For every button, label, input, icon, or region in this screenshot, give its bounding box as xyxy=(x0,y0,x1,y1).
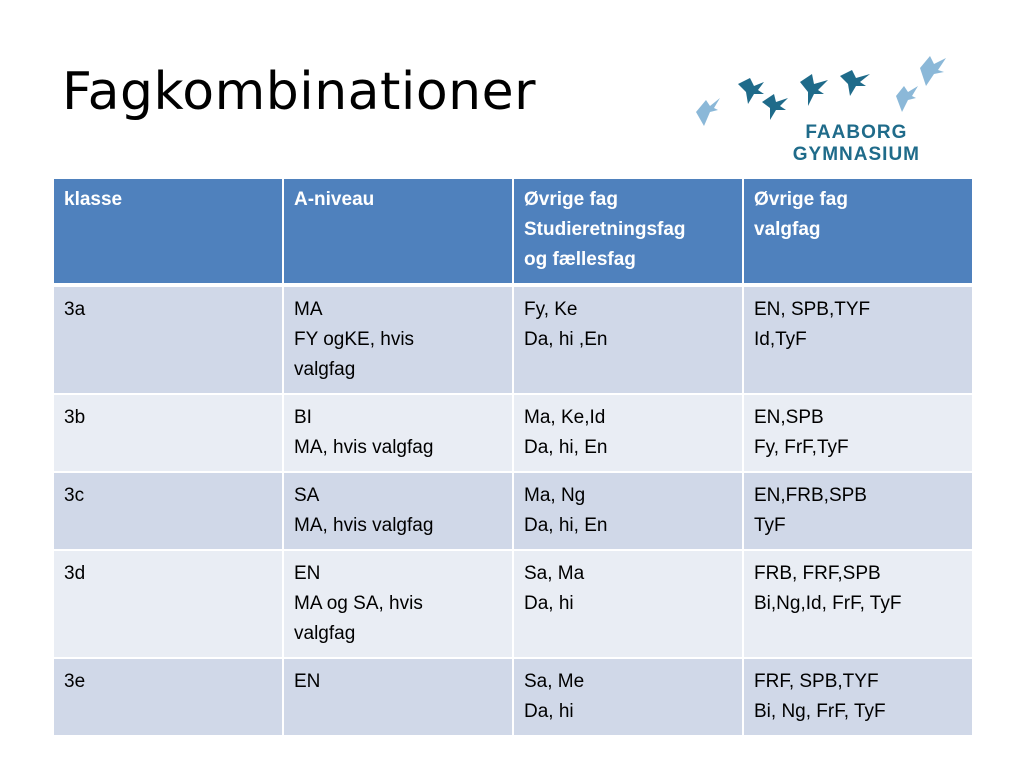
subject-combination-table xyxy=(52,179,974,737)
table-cell: FRF, SPB,TYF Bi, Ng, FrF, TyF xyxy=(743,658,973,736)
table-cell: Sa, Ma Da, hi xyxy=(513,550,743,658)
header-ovrige-fag-studieretning: Øvrige fag Studieretningsfag og fællesfag xyxy=(513,179,743,285)
logo-line-faaborg: FAABORG xyxy=(805,122,908,143)
table-cell: EN xyxy=(283,658,513,736)
table-cell: 3a xyxy=(53,285,283,394)
table-cell: Ma, Ke,Id Da, hi, En xyxy=(513,394,743,472)
table-cell: 3c xyxy=(53,472,283,550)
header-ovrige-fag-valgfag: Øvrige fag valgfag xyxy=(743,179,973,285)
table-cell: EN,FRB,SPB TyF xyxy=(743,472,973,550)
flying-birds-icon xyxy=(690,42,960,132)
table-cell: Ma, Ng Da, hi, En xyxy=(513,472,743,550)
table-cell: MA FY ogKE, hvis valgfag xyxy=(283,285,513,394)
school-logo xyxy=(690,42,960,172)
logo-line-gymnasium: GYMNASIUM xyxy=(792,144,920,165)
table-cell: FRB, FRF,SPB Bi,Ng,Id, FrF, TyF xyxy=(743,550,973,658)
table-row xyxy=(53,285,973,394)
table-row xyxy=(53,658,973,736)
table-row xyxy=(53,550,973,658)
table-cell: 3b xyxy=(53,394,283,472)
table-cell: Fy, Ke Da, hi ,En xyxy=(513,285,743,394)
table-row xyxy=(53,394,973,472)
page-title: Fagkombinationer xyxy=(62,62,536,122)
table-cell: EN,SPB Fy, FrF,TyF xyxy=(743,394,973,472)
table-cell: SA MA, hvis valgfag xyxy=(283,472,513,550)
table-cell: EN, SPB,TYF Id,TyF xyxy=(743,285,973,394)
table-cell: BI MA, hvis valgfag xyxy=(283,394,513,472)
table-cell: 3e xyxy=(53,658,283,736)
table-row xyxy=(53,472,973,550)
header-a-niveau: A-niveau xyxy=(283,179,513,285)
table-cell: EN MA og SA, hvis valgfag xyxy=(283,550,513,658)
table-header-row xyxy=(53,179,973,285)
header-klasse: klasse xyxy=(53,179,283,285)
table-cell: 3d xyxy=(53,550,283,658)
table-cell: Sa, Me Da, hi xyxy=(513,658,743,736)
